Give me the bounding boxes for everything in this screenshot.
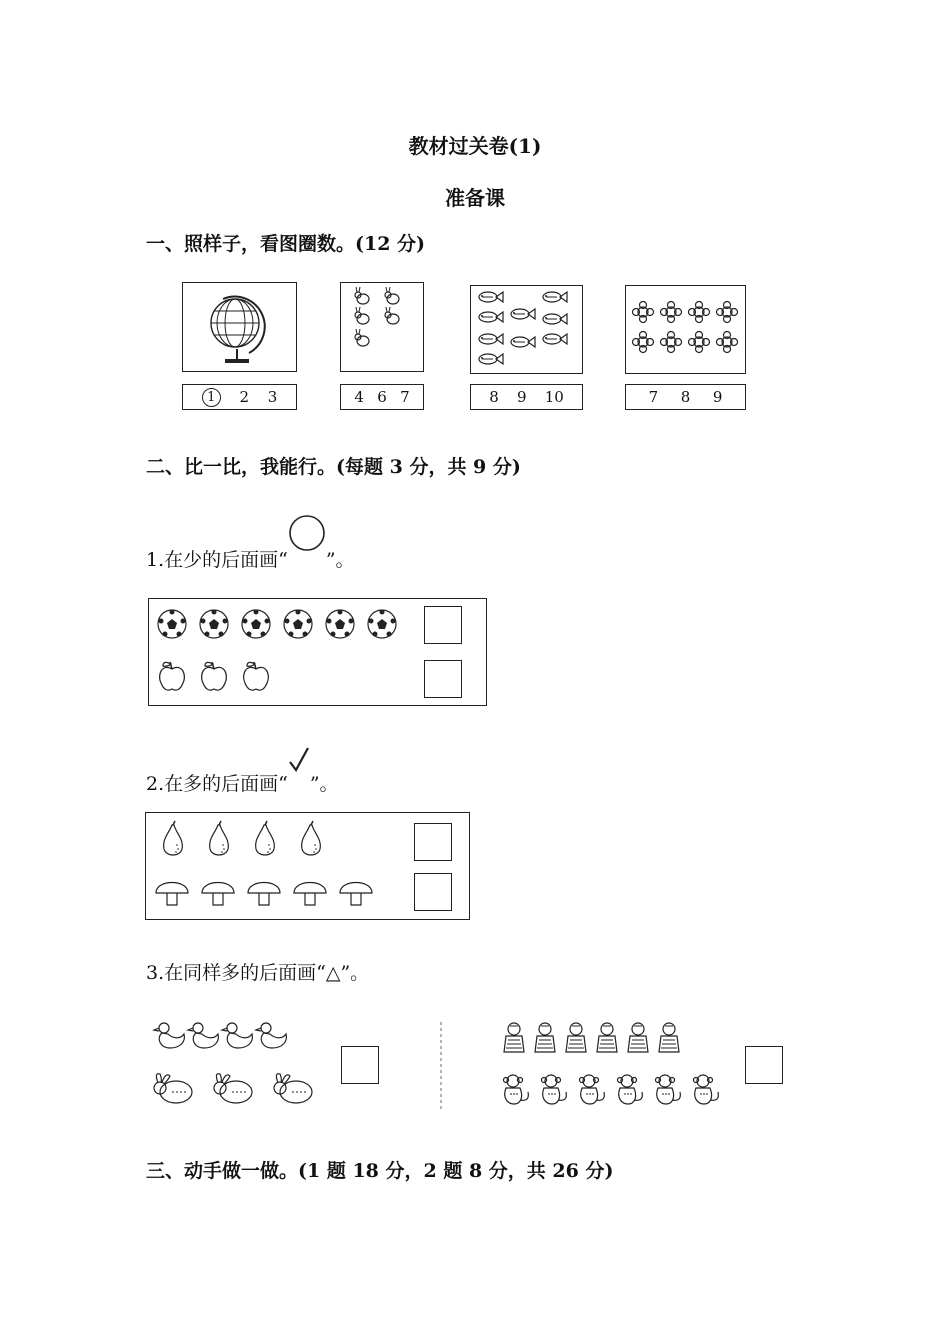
picture-box-flowers <box>625 285 746 374</box>
duck-icon <box>222 1023 252 1048</box>
option-3-3[interactable]: 10 <box>544 388 564 406</box>
q1-compare-box <box>148 598 487 706</box>
question-2 <box>146 764 339 796</box>
dashed-divider <box>440 1022 442 1112</box>
option-1-1[interactable]: 1 <box>202 388 221 407</box>
fish-group <box>471 286 582 373</box>
rabbit-icon <box>385 287 399 304</box>
page-title: 教材过关卷(1) <box>408 134 542 158</box>
q1-answer-box-apple[interactable] <box>424 660 462 698</box>
question-2-prefix: 2.在多的后面画“ <box>146 773 288 795</box>
option-3-2[interactable]: 9 <box>516 388 527 406</box>
tiger-icon <box>659 1023 679 1052</box>
section3-heading: 三、动手做一做。(1 题 18 分，2 题 8 分，共 26 分) <box>146 1160 614 1182</box>
monkey-icon <box>694 1075 719 1104</box>
soccer-ball-icon <box>368 610 396 639</box>
monkey-icon <box>580 1075 605 1104</box>
mushroom-icon <box>340 883 372 906</box>
apple-icon <box>244 662 269 690</box>
monkey-icon <box>618 1075 643 1104</box>
q1-answer-box-soccer[interactable] <box>424 606 462 644</box>
option-2-3[interactable]: 7 <box>400 388 410 406</box>
rabbit-icon <box>214 1074 252 1103</box>
mushroom-icon <box>294 883 326 906</box>
flower-group <box>626 286 745 373</box>
mushroom-icon <box>156 883 188 906</box>
flower-icon <box>661 302 682 323</box>
section1-heading: 一、照样子，看图圈数。(12 分) <box>146 233 426 255</box>
fish-icon <box>479 312 503 322</box>
rabbit-icon <box>154 1074 192 1103</box>
option-3-1[interactable]: 8 <box>489 388 499 406</box>
option-4-1[interactable]: 7 <box>648 388 659 406</box>
flower-icon <box>633 302 654 323</box>
number-options-1 <box>182 384 297 410</box>
q2-answer-box-mushroom[interactable] <box>414 873 452 911</box>
option-2-2[interactable]: 6 <box>377 388 387 406</box>
duck-icon <box>154 1023 184 1048</box>
fish-icon <box>511 309 535 319</box>
mushroom-icon <box>202 883 234 906</box>
option-1-2[interactable]: 2 <box>239 388 249 406</box>
flower-icon <box>717 332 738 353</box>
option-1-3[interactable]: 3 <box>267 388 278 406</box>
q2-answer-box-pear[interactable] <box>414 823 452 861</box>
soccer-ball-icon <box>284 610 312 639</box>
circle-icon <box>288 514 326 557</box>
section2-heading: 二、比一比，我能行。(每题 3 分，共 9 分) <box>146 456 521 478</box>
tiger-icon <box>628 1023 648 1052</box>
fish-icon <box>479 334 503 344</box>
duck-icon <box>188 1023 218 1048</box>
rabbit-icon <box>274 1074 312 1103</box>
number-options-3 <box>470 384 583 410</box>
flower-icon <box>661 332 682 353</box>
tiger-icon <box>597 1023 617 1052</box>
apple-icon <box>160 662 185 690</box>
question-2-suffix: ”。 <box>309 773 339 795</box>
fish-icon <box>479 292 503 302</box>
question-1 <box>146 528 355 572</box>
number-options-2 <box>340 384 424 410</box>
option-4-3[interactable]: 9 <box>712 388 723 406</box>
picture-box-globe <box>182 282 297 372</box>
picture-box-fish <box>470 285 583 374</box>
tiger-icon <box>535 1023 555 1052</box>
rabbit-icon <box>355 307 369 324</box>
fish-icon <box>479 354 503 364</box>
q3-answer-box-left[interactable] <box>341 1046 379 1084</box>
option-2-1[interactable]: 4 <box>354 388 364 406</box>
pear-icon <box>164 821 183 855</box>
q3-right-pictures <box>498 1018 738 1118</box>
number-options-4 <box>625 384 746 410</box>
soccer-ball-icon <box>242 610 270 639</box>
rabbit-icon <box>385 307 399 324</box>
rabbit-icon <box>355 287 369 304</box>
flower-icon <box>689 332 710 353</box>
monkey-icon <box>542 1075 567 1104</box>
mushroom-icon <box>248 883 280 906</box>
globe-icon <box>183 283 296 371</box>
soccer-ball-icon <box>326 610 354 639</box>
pear-icon <box>256 821 275 855</box>
q3-answer-box-right[interactable] <box>745 1046 783 1084</box>
question-3: 3.在同样多的后面画“△”。 <box>146 962 370 984</box>
picture-box-rabbits <box>340 282 424 372</box>
tiger-icon <box>566 1023 586 1052</box>
flower-icon <box>717 302 738 323</box>
fish-icon <box>543 334 567 344</box>
fish-icon <box>511 337 535 347</box>
fish-icon <box>543 292 567 302</box>
fish-icon <box>543 314 567 324</box>
page-subtitle: 准备课 <box>445 186 505 210</box>
rabbits-group <box>341 283 423 371</box>
pear-icon <box>210 821 229 855</box>
flower-icon <box>689 302 710 323</box>
q3-left-pictures <box>146 1018 476 1118</box>
question-1-prefix: 1.在少的后面画“ <box>146 549 288 571</box>
tiger-icon <box>504 1023 524 1052</box>
monkey-icon <box>504 1075 529 1104</box>
apple-icon <box>202 662 227 690</box>
checkmark-icon <box>288 764 310 795</box>
soccer-ball-icon <box>200 610 228 639</box>
rabbit-icon <box>355 329 369 346</box>
soccer-ball-icon <box>158 610 186 639</box>
pear-icon <box>302 821 321 855</box>
flower-icon <box>633 332 654 353</box>
option-4-2[interactable]: 8 <box>680 388 691 406</box>
duck-icon <box>256 1023 286 1048</box>
monkey-icon <box>656 1075 681 1104</box>
q2-compare-box <box>145 812 470 920</box>
question-1-suffix: ”。 <box>325 549 355 571</box>
